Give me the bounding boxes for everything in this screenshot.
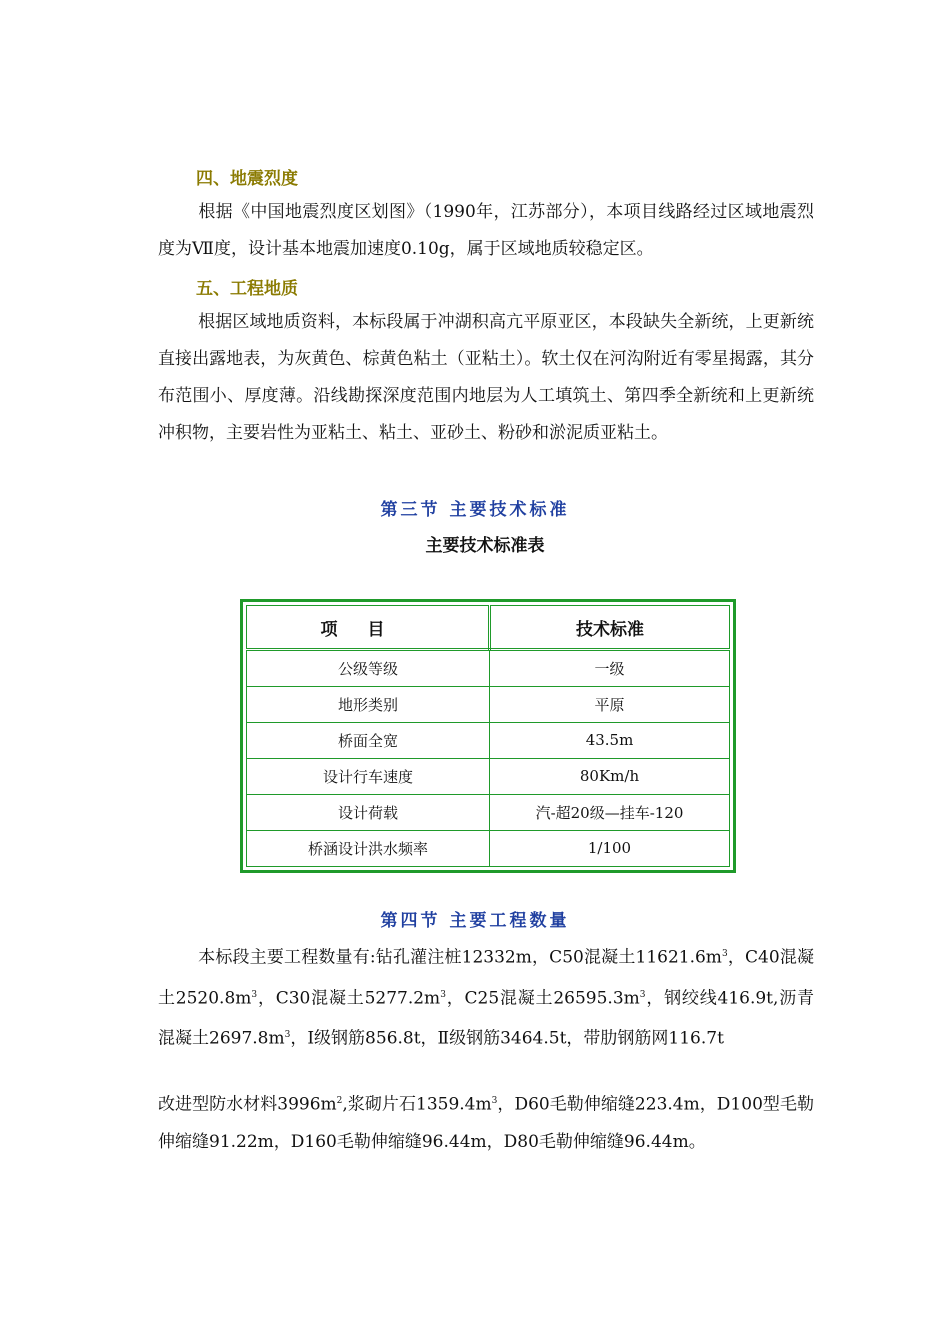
table-cell-value: 80Km/h	[490, 758, 730, 794]
quantities-text: 本标段主要工程数量有:钻孔灌注桩12332m，C50混凝土11621.6m	[198, 947, 722, 968]
geology-paragraph-text: 根据区域地质资料，本标段属于冲湖积高亢平原亚区，本段缺失全新统，上更新统直接出露地表，为灰黄色、棕黄色粘土（亚粘土）。软土仅在河沟附近有零星揭露，其分布范围小、厚度薄。沿线勘探深度范围内地层为人工填筑土、第四季全新统和上更新统冲积物，主要岩性为亚粘土、粘土、亚砂土、粉砂和淤泥质亚粘土。	[158, 312, 814, 443]
section-heading-seismic: 四、地震烈度	[196, 169, 298, 189]
table-header-standard: 技术标准	[490, 606, 730, 650]
quantities-paragraph-1	[158, 936, 814, 1058]
table-title: 主要技术标准表	[425, 536, 545, 556]
table-row	[247, 650, 730, 687]
section-four-heading: 第四节 主要工程数量	[380, 911, 570, 931]
table-row	[247, 758, 730, 794]
quantities-text: ，Ⅰ级钢筋856.8t，Ⅱ级钢筋3464.5t，带肋钢筋网116.7t	[290, 1028, 724, 1049]
quantities-text: ，钢绞线416.9t,沥青混凝土2697.8m	[158, 988, 815, 1049]
seismic-paragraph-text: 根据《中国地震烈度区划图》（1990年，江苏部分），本项目线路经过区域地震烈度为Ⅶ度，设计基本地震加速度0.10g，属于区域地质较稳定区。	[158, 202, 814, 259]
quantities-text: ，D60毛勒伸缩缝223.4m，D100型毛勒伸缩缝91.22m，D160毛勒伸缩缝96.44m，D80毛勒伸缩缝96.44m。	[158, 1094, 814, 1152]
table-cell-value: 1/100	[490, 830, 730, 866]
table-cell-item: 地形类别	[247, 687, 490, 723]
quantities-text: ,浆砌片石1359.4m	[342, 1094, 492, 1115]
superscript: 3	[284, 1030, 291, 1041]
table-cell-item: 公级等级	[247, 650, 490, 687]
table-header-item: 项目	[247, 606, 490, 650]
table-header-row	[247, 606, 730, 650]
table-row	[247, 723, 730, 759]
quantities-text: ，C25混凝土26595.3m	[445, 988, 640, 1009]
table-cell-item: 桥面全宽	[247, 723, 490, 759]
table-cell-item: 设计行车速度	[247, 758, 490, 794]
table-row	[247, 687, 730, 723]
quantities-text: 改进型防水材料3996m	[158, 1094, 337, 1115]
table-cell-item: 桥涵设计洪水频率	[247, 830, 490, 866]
table-cell-value: 平原	[490, 687, 730, 723]
table-cell-value: 汽-超20级—挂车-120	[490, 794, 730, 830]
quantities-text: ，C30混凝土5277.2m	[257, 988, 441, 1009]
quantities-paragraph-2	[158, 1083, 814, 1161]
table-row	[247, 830, 730, 866]
section-three-heading: 第三节 主要技术标准	[380, 500, 570, 520]
tech-standard-table	[240, 599, 736, 873]
geology-paragraph	[158, 304, 814, 452]
superscript: 3	[251, 989, 258, 1000]
table-row	[247, 794, 730, 830]
superscript: 2	[336, 1096, 343, 1106]
superscript: 3	[639, 989, 646, 1000]
quantities-text: ，C40混凝土2520.8m	[158, 947, 814, 1009]
table-cell-value: 43.5m	[490, 723, 730, 759]
superscript: 3	[491, 1096, 498, 1106]
table-cell-value: 一级	[490, 650, 730, 687]
seismic-paragraph	[158, 194, 814, 268]
section-heading-geology: 五、工程地质	[196, 279, 298, 299]
superscript: 3	[721, 949, 728, 959]
superscript: 3	[440, 989, 446, 1000]
table-cell-item: 设计荷载	[247, 794, 490, 830]
